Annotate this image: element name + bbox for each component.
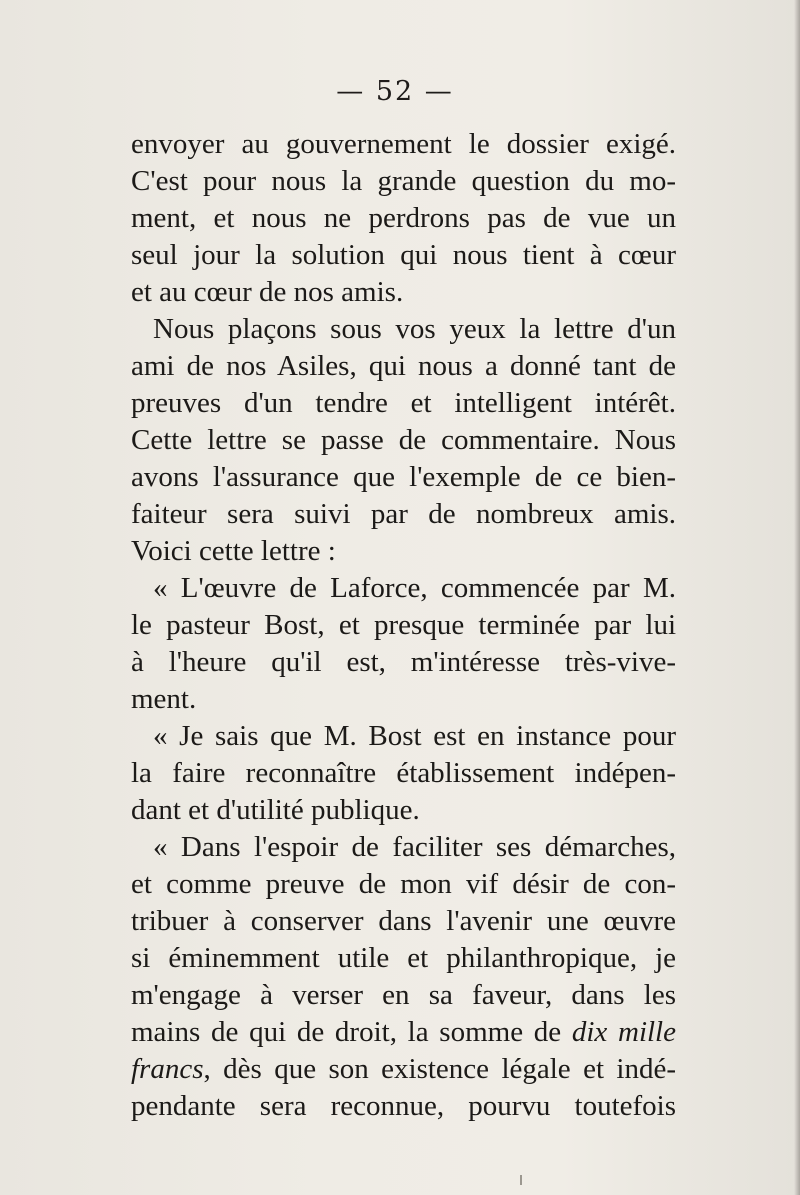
text-line: C'est pour nous la grande question du mo- xyxy=(131,165,676,197)
italic-amount: dix mille xyxy=(571,1016,676,1048)
text-line: preuves d'un tendre et intelligent intérêt. xyxy=(131,387,676,419)
text-run: mains de qui de droit, la somme de xyxy=(131,1016,572,1048)
text-line: Nous plaçons sous vos yeux la lettre d'un xyxy=(153,313,676,345)
text-run: , dès que son existence légale et indé- xyxy=(203,1053,676,1085)
italic-amount: francs xyxy=(131,1053,204,1085)
text-line: « Je sais que M. Bost est en instance pour xyxy=(153,720,676,752)
text-line: « L'œuvre de Laforce, commencée par M. xyxy=(153,572,676,604)
text-line: Cette lettre se passe de commentaire. Nous xyxy=(131,424,676,456)
page-number: — 52 — xyxy=(336,76,454,107)
text-line: à l'heure qu'il est, m'intéresse très-vive- xyxy=(131,646,676,678)
text-line xyxy=(131,1051,676,1088)
text-line: dant et d'utilité publique. xyxy=(131,794,420,826)
text-line: si éminemment utile et philanthropique, je xyxy=(131,942,676,974)
text-line: Voici cette lettre : xyxy=(131,535,336,567)
text-line: m'engage à verser en sa faveur, dans les xyxy=(131,979,676,1011)
text-line: ami de nos Asiles, qui nous a donné tant de xyxy=(131,350,676,382)
text-line: « Dans l'espoir de faciliter ses démarches, xyxy=(153,831,676,863)
text-line: tribuer à conserver dans l'avenir une œuvre xyxy=(131,905,676,937)
text-line xyxy=(131,1014,676,1051)
text-line: et comme preuve de mon vif désir de con- xyxy=(131,868,676,900)
paper-mark xyxy=(520,1175,522,1185)
text-line: seul jour la solution qui nous tient à cœur xyxy=(131,239,676,271)
text-line: avons l'assurance que l'exemple de ce bien- xyxy=(131,461,676,493)
text-line: le pasteur Bost, et presque terminée par lui xyxy=(131,609,676,641)
text-line: la faire reconnaître établissement indépen- xyxy=(131,757,676,789)
text-line: pendante sera reconnue, pourvu toutefois xyxy=(131,1090,676,1122)
text-line: faiteur sera suivi par de nombreux amis. xyxy=(131,498,676,530)
body-text xyxy=(131,126,676,1125)
text-line: envoyer au gouvernement le dossier exigé. xyxy=(131,128,676,160)
text-line: ment. xyxy=(131,683,197,715)
page-edge-shadow xyxy=(794,0,800,1195)
text-line: et au cœur de nos amis. xyxy=(131,276,404,308)
text-line: ment, et nous ne perdrons pas de vue un xyxy=(131,202,676,234)
